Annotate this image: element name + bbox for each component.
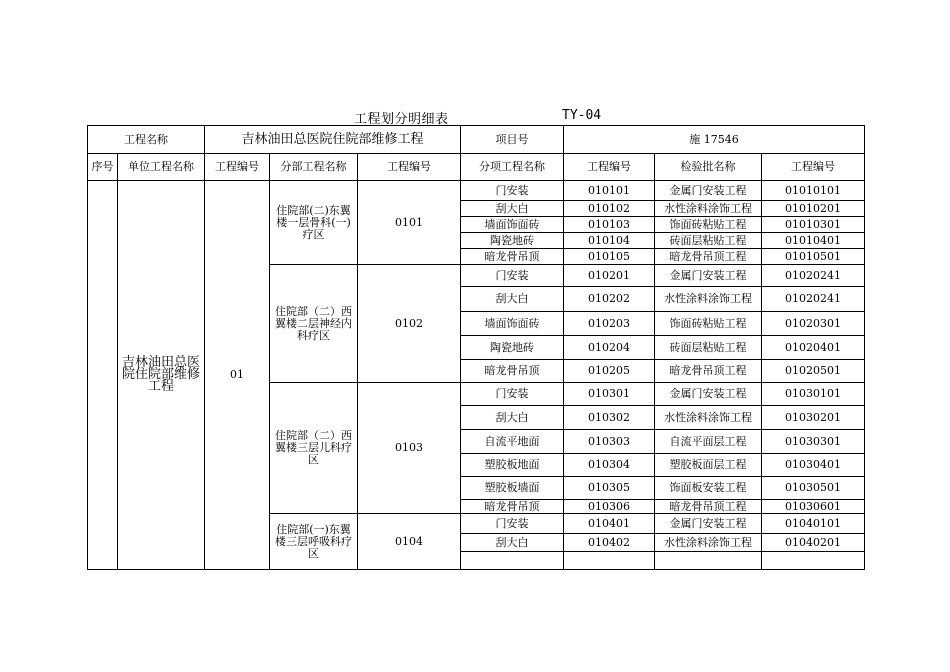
batch-code-cell: 01010301 [762,217,865,233]
item-code-cell: 010302 [564,406,655,430]
col-header-division-code: 工程编号 [358,154,461,181]
item-code-cell: 010105 [564,249,655,265]
unit-name-cell: 吉林油田总医院住院部维修工程 [118,181,205,570]
item-code-cell: 010401 [564,514,655,534]
item-name-cell: 刮大白 [461,201,564,217]
batch-code-cell: 01010501 [762,249,865,265]
item-name-cell [461,552,564,570]
table-row [88,181,865,201]
batch-code-cell: 01020301 [762,312,865,336]
batch-name-cell: 水性涂料涂饰工程 [655,201,762,217]
item-code-cell: 010101 [564,181,655,201]
column-header-row [88,154,865,181]
batch-name-cell: 金属门安装工程 [655,514,762,534]
project-row [88,126,865,154]
division-name-cell: 住院部(一)东翼楼三层呼吸科疗区 [270,514,358,570]
item-name-cell: 门安装 [461,181,564,201]
batch-name-cell [655,552,762,570]
division-code-cell: 0101 [358,181,461,265]
page-title: 工程划分明细表 [354,112,449,127]
item-name-cell: 暗龙骨吊顶 [461,249,564,265]
seq-cell [88,181,118,570]
division-code-cell: 0104 [358,514,461,570]
batch-name-cell: 金属门安装工程 [655,181,762,201]
item-code-cell: 010202 [564,287,655,312]
batch-code-cell: 01040101 [762,514,865,534]
division-code-cell: 0102 [358,265,461,383]
item-name-cell: 塑胶板地面 [461,454,564,477]
col-header-batch-code: 工程编号 [762,154,865,181]
batch-name-cell: 暗龙骨吊顶工程 [655,500,762,514]
item-name-cell: 门安装 [461,265,564,287]
division-name-cell: 住院部(二)东翼楼一层骨科(一)疗区 [270,181,358,265]
item-code-cell [564,552,655,570]
item-code-cell: 010304 [564,454,655,477]
batch-name-cell: 饰面板安装工程 [655,477,762,500]
item-code-cell: 010205 [564,360,655,383]
col-header-seq: 序号 [88,154,118,181]
batch-name-cell: 饰面砖粘贴工程 [655,217,762,233]
batch-name-cell: 自流平面层工程 [655,430,762,454]
item-name-cell: 塑胶板墙面 [461,477,564,500]
item-code-cell: 010201 [564,265,655,287]
item-name-cell: 刮大白 [461,406,564,430]
item-name-cell: 门安装 [461,383,564,406]
item-name-cell: 暗龙骨吊顶 [461,500,564,514]
form-code: TY-04 [562,108,602,123]
item-name-cell: 门安装 [461,514,564,534]
item-code-cell: 010303 [564,430,655,454]
item-code-cell: 010102 [564,201,655,217]
batch-name-cell: 暗龙骨吊顶工程 [655,360,762,383]
item-name-cell: 墙面饰面砖 [461,217,564,233]
item-code-cell: 010104 [564,233,655,249]
batch-code-cell: 01030401 [762,454,865,477]
unit-code-cell: 01 [205,181,270,570]
col-header-unit-name: 单位工程名称 [118,154,205,181]
item-code-cell: 010203 [564,312,655,336]
item-code-cell: 010402 [564,534,655,552]
batch-name-cell: 水性涂料涂饰工程 [655,406,762,430]
batch-name-cell: 水性涂料涂饰工程 [655,534,762,552]
batch-code-cell: 01020501 [762,360,865,383]
batch-name-cell: 塑胶板面层工程 [655,454,762,477]
batch-code-cell: 01020241 [762,287,865,312]
batch-code-cell: 01020401 [762,336,865,360]
item-name-cell: 刮大白 [461,534,564,552]
col-header-item-code: 工程编号 [564,154,655,181]
item-name-cell: 自流平地面 [461,430,564,454]
batch-code-cell: 01030101 [762,383,865,406]
division-name-cell: 住院部（二）西翼楼三层儿科疗区 [270,383,358,514]
col-header-item-name: 分项工程名称 [461,154,564,181]
item-no-label: 项目号 [461,126,564,154]
batch-code-cell: 01010101 [762,181,865,201]
batch-code-cell: 01040201 [762,534,865,552]
batch-code-cell: 01010401 [762,233,865,249]
item-code-cell: 010306 [564,500,655,514]
item-code-cell: 010204 [564,336,655,360]
batch-name-cell: 砖面层粘贴工程 [655,233,762,249]
batch-name-cell: 暗龙骨吊顶工程 [655,249,762,265]
division-code-cell: 0103 [358,383,461,514]
col-header-unit-code: 工程编号 [205,154,270,181]
division-name-cell: 住院部（二）西翼楼二层神经内科疗区 [270,265,358,383]
col-header-batch-name: 检验批名称 [655,154,762,181]
batch-name-cell: 金属门安装工程 [655,383,762,406]
item-code-cell: 010305 [564,477,655,500]
batch-code-cell: 01030301 [762,430,865,454]
batch-name-cell: 砖面层粘贴工程 [655,336,762,360]
project-name-label: 工程名称 [88,126,205,154]
batch-code-cell: 01020241 [762,265,865,287]
batch-code-cell: 01030601 [762,500,865,514]
item-name-cell: 陶瓷地砖 [461,336,564,360]
batch-name-cell: 饰面砖粘贴工程 [655,312,762,336]
batch-name-cell: 金属门安装工程 [655,265,762,287]
project-name-value: 吉林油田总医院住院部维修工程 [205,126,461,154]
item-name-cell: 墙面饰面砖 [461,312,564,336]
item-code-cell: 010103 [564,217,655,233]
batch-name-cell: 水性涂料涂饰工程 [655,287,762,312]
item-name-cell: 陶瓷地砖 [461,233,564,249]
item-no-value: 施 17546 [564,126,865,154]
batch-code-cell: 01030201 [762,406,865,430]
batch-code-cell [762,552,865,570]
division-table [87,125,865,570]
item-name-cell: 暗龙骨吊顶 [461,360,564,383]
item-code-cell: 010301 [564,383,655,406]
batch-code-cell: 01010201 [762,201,865,217]
item-name-cell: 刮大白 [461,287,564,312]
col-header-division-name: 分部工程名称 [270,154,358,181]
batch-code-cell: 01030501 [762,477,865,500]
